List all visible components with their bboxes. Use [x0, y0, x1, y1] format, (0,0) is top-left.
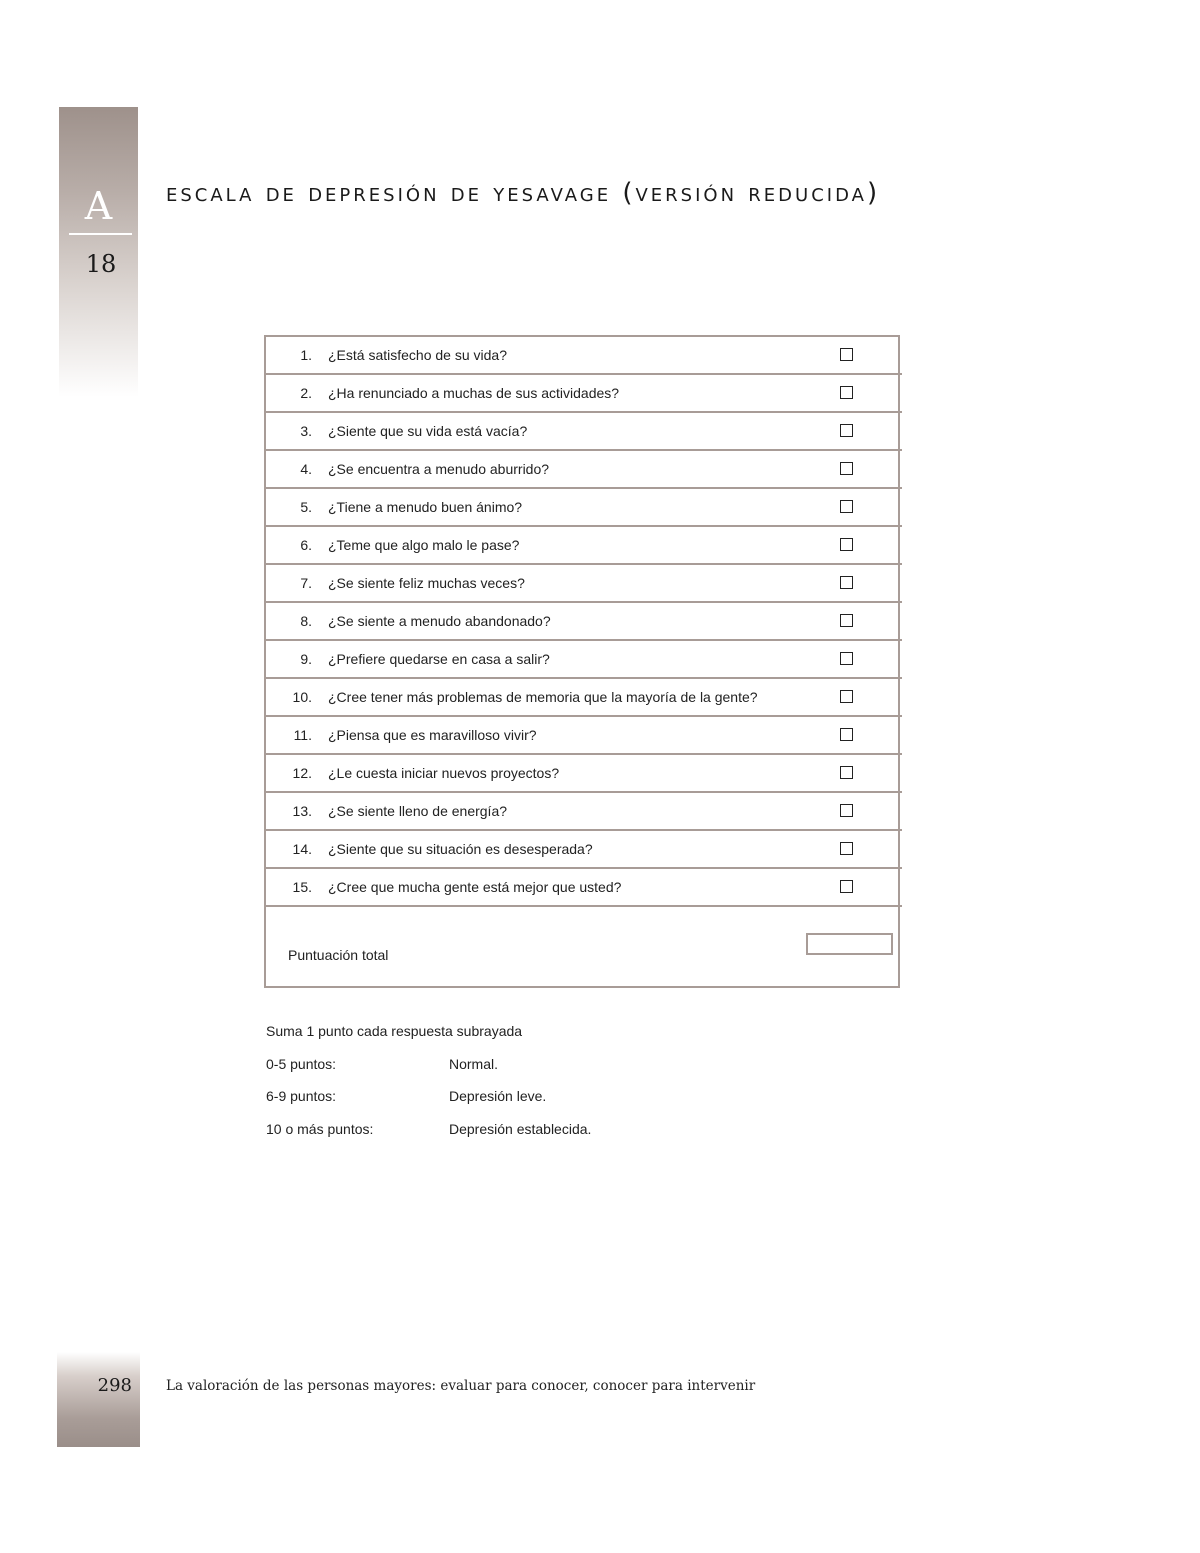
question-row	[266, 603, 902, 641]
question-number: 8.	[300, 613, 312, 629]
answer-checkbox[interactable]	[840, 842, 853, 855]
footer-tab	[57, 1352, 140, 1447]
question-text: ¿Ha renunciado a muchas de sus actividades?	[328, 385, 620, 401]
question-row	[266, 527, 902, 565]
question-number: 9.	[300, 651, 312, 667]
question-number: 14.	[292, 841, 312, 857]
question-row	[266, 337, 902, 375]
footer-text: La valoración de las personas mayores: evaluar para conocer, conocer para intervenir	[166, 1378, 756, 1394]
question-text: ¿Se encuentra a menudo aburrido?	[328, 461, 550, 477]
question-number: 5.	[300, 499, 312, 515]
question-text: ¿Prefiere quedarse en casa a salir?	[328, 651, 550, 667]
answer-checkbox[interactable]	[840, 500, 853, 513]
total-score-field[interactable]	[806, 933, 893, 955]
question-text: ¿Cree que mucha gente está mejor que usted?	[328, 879, 622, 895]
answer-checkbox[interactable]	[840, 880, 853, 893]
question-number: 11.	[293, 727, 312, 743]
question-number: 10.	[292, 689, 312, 705]
answer-checkbox[interactable]	[840, 576, 853, 589]
question-number: 15.	[292, 879, 312, 895]
question-row	[266, 451, 902, 489]
question-row	[266, 717, 902, 755]
scale-result: Depresión leve.	[449, 1088, 547, 1104]
answer-checkbox[interactable]	[840, 348, 853, 361]
question-text: ¿Se siente feliz muchas veces?	[328, 575, 525, 591]
question-text: ¿Le cuesta iniciar nuevos proyectos?	[328, 765, 560, 781]
question-row	[266, 489, 902, 527]
question-text: ¿Piensa que es maravilloso vivir?	[328, 727, 537, 743]
answer-checkbox[interactable]	[840, 804, 853, 817]
page-number: 298	[97, 1375, 132, 1396]
question-number: 7.	[300, 575, 312, 591]
chapter-letter: A	[84, 184, 113, 228]
answer-checkbox[interactable]	[840, 766, 853, 779]
chapter-number: 18	[85, 250, 117, 278]
question-number: 4.	[300, 461, 312, 477]
answer-checkbox[interactable]	[840, 386, 853, 399]
scale-range: 10 o más puntos:	[266, 1121, 374, 1137]
question-row	[266, 565, 902, 603]
answer-checkbox[interactable]	[840, 690, 853, 703]
questionnaire-table	[264, 335, 900, 988]
page-title: escala de depresión de yesavage (versión reducida)	[166, 178, 881, 208]
scale-range: 6-9 puntos:	[266, 1088, 337, 1104]
total-score-label: Puntuación total	[288, 947, 389, 963]
scale-result: Depresión establecida.	[449, 1121, 592, 1137]
answer-checkbox[interactable]	[840, 728, 853, 741]
question-row	[266, 869, 902, 907]
question-row	[266, 679, 902, 717]
question-row	[266, 793, 902, 831]
question-row	[266, 413, 902, 451]
scoring-note: Suma 1 punto cada respuesta subrayada	[266, 1023, 523, 1039]
answer-checkbox[interactable]	[840, 652, 853, 665]
question-number: 13.	[292, 803, 312, 819]
answer-checkbox[interactable]	[840, 614, 853, 627]
question-number: 2.	[300, 385, 312, 401]
scale-range: 0-5 puntos:	[266, 1056, 337, 1072]
question-row	[266, 755, 902, 793]
question-row	[266, 375, 902, 413]
question-text: ¿Está satisfecho de su vida?	[328, 347, 507, 363]
answer-checkbox[interactable]	[840, 462, 853, 475]
question-text: ¿Cree tener más problemas de memoria que la mayoría de la gente?	[328, 689, 758, 705]
question-row	[266, 831, 902, 869]
question-row	[266, 641, 902, 679]
question-text: ¿Siente que su situación es desesperada?	[328, 841, 593, 857]
chapter-divider	[69, 233, 132, 235]
question-text: ¿Se siente lleno de energía?	[328, 803, 508, 819]
question-text: ¿Se siente a menudo abandonado?	[328, 613, 551, 629]
question-text: ¿Teme que algo malo le pase?	[328, 537, 520, 553]
question-text: ¿Tiene a menudo buen ánimo?	[328, 499, 523, 515]
answer-checkbox[interactable]	[840, 538, 853, 551]
question-number: 6.	[300, 537, 312, 553]
scale-result: Normal.	[449, 1056, 499, 1072]
question-number: 1.	[300, 347, 312, 363]
answer-checkbox[interactable]	[840, 424, 853, 437]
question-text: ¿Siente que su vida está vacía?	[328, 423, 528, 439]
question-number: 3.	[300, 423, 312, 439]
question-number: 12.	[292, 765, 312, 781]
